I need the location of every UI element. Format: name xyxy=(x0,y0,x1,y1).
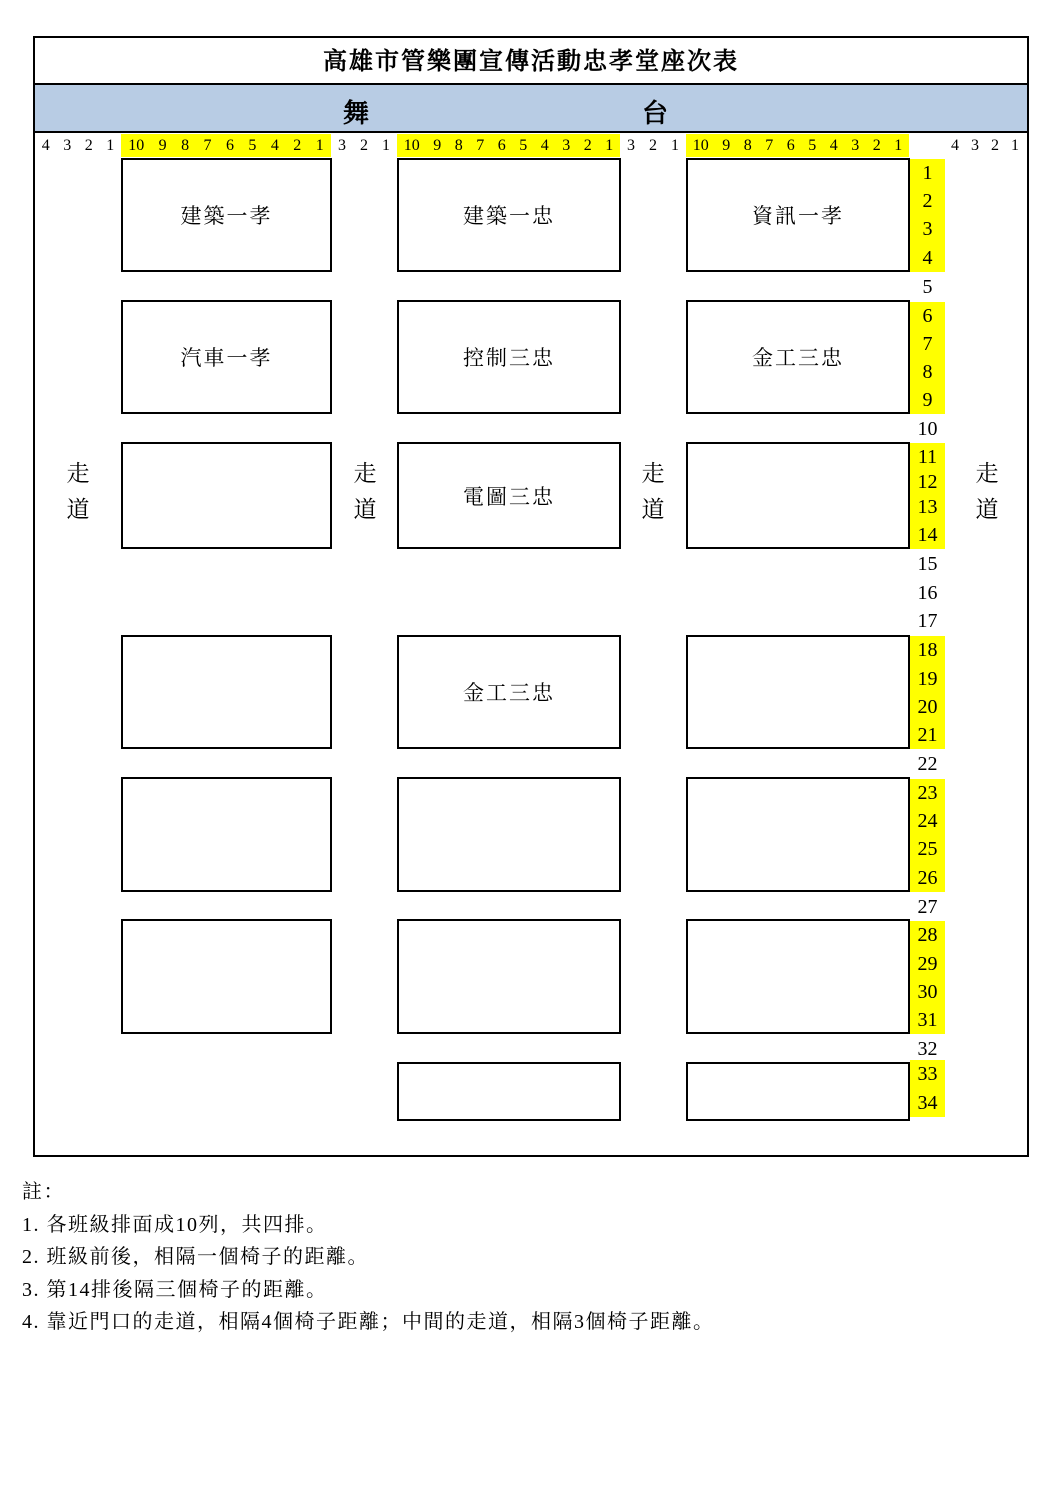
row-number: 1 xyxy=(922,162,933,184)
row-number: 31 xyxy=(917,1009,938,1031)
seat-number: 10 xyxy=(403,136,420,154)
row-number: 12 xyxy=(917,471,938,493)
row-number: 34 xyxy=(917,1092,938,1114)
class-block: 建築一忠 xyxy=(397,158,621,272)
row-number: 8 xyxy=(922,361,933,383)
aisle-char: 走 xyxy=(66,461,90,486)
row-number: 27 xyxy=(917,896,938,918)
seat-number: 5 xyxy=(519,136,528,154)
seat-number: 8 xyxy=(454,136,463,154)
seat-number: 4 xyxy=(829,136,838,154)
seat-number-group xyxy=(620,134,686,157)
stage-label-2: 台 xyxy=(642,99,669,128)
class-block xyxy=(686,635,910,749)
class-block xyxy=(121,919,332,1034)
class-block xyxy=(397,777,621,892)
seat-number: 4 xyxy=(951,136,959,154)
row-number: 13 xyxy=(917,496,938,518)
notes-heading: 註： xyxy=(22,1181,65,1203)
seat-number: 9 xyxy=(433,136,442,154)
row-number: 18 xyxy=(917,639,938,661)
page-title: 高雄市管樂團宣傳活動忠孝堂座次表 xyxy=(35,38,1027,85)
class-block: 汽車一孝 xyxy=(121,300,332,414)
stage-bar xyxy=(35,85,1027,133)
seat-number: 2 xyxy=(872,136,881,154)
class-block: 建築一孝 xyxy=(121,158,332,272)
class-block xyxy=(121,777,332,892)
row-number: 3 xyxy=(922,218,933,240)
aisle-label xyxy=(972,456,1002,528)
seat-number: 2 xyxy=(583,136,592,154)
seat-number: 2 xyxy=(84,136,93,154)
seat-number: 1 xyxy=(671,136,679,154)
class-block: 金工三忠 xyxy=(397,635,621,749)
class-block xyxy=(686,777,910,892)
row-number: 4 xyxy=(922,247,933,269)
seat-number: 3 xyxy=(627,136,635,154)
seat-number: 2 xyxy=(649,136,657,154)
class-block xyxy=(686,919,910,1034)
row-number: 20 xyxy=(917,696,938,718)
class-block xyxy=(121,635,332,749)
class-block: 電圖三忠 xyxy=(397,442,621,549)
class-block xyxy=(397,919,621,1034)
seat-number: 3 xyxy=(63,136,72,154)
seat-number: 1 xyxy=(1011,136,1019,154)
seat-number: 3 xyxy=(338,136,346,154)
seat-number-group xyxy=(121,134,331,157)
row-number: 15 xyxy=(917,553,938,575)
aisle-char: 道 xyxy=(975,497,999,522)
seat-number: 2 xyxy=(991,136,999,154)
aisle-label xyxy=(63,456,93,528)
aisle-char: 道 xyxy=(353,497,377,522)
class-block: 控制三忠 xyxy=(397,300,621,414)
class-block xyxy=(397,1062,621,1121)
seat-number-group xyxy=(397,134,620,157)
class-block xyxy=(686,442,910,549)
aisle-char: 走 xyxy=(975,461,999,486)
stage-label-1: 舞 xyxy=(343,99,370,128)
seat-number: 4 xyxy=(540,136,549,154)
seat-number: 1 xyxy=(315,136,324,154)
row-number: 21 xyxy=(917,724,938,746)
seat-number: 8 xyxy=(743,136,752,154)
seat-number: 2 xyxy=(293,136,302,154)
row-number: 16 xyxy=(917,582,938,604)
notes xyxy=(22,1176,715,1339)
note-item: 4. 靠近門口的走道，相隔4個椅子距離；中間的走道，相隔3個椅子距離。 xyxy=(22,1311,715,1333)
row-number: 2 xyxy=(922,190,933,212)
row-number: 32 xyxy=(917,1038,938,1060)
seat-number: 6 xyxy=(497,136,506,154)
seat-number: 7 xyxy=(765,136,774,154)
class-block: 金工三忠 xyxy=(686,300,910,414)
row-number: 10 xyxy=(917,418,938,440)
row-number: 9 xyxy=(922,389,933,411)
seat-number-group xyxy=(686,134,909,157)
row-number: 28 xyxy=(917,924,938,946)
seat-number: 3 xyxy=(562,136,571,154)
seat-number: 5 xyxy=(248,136,257,154)
seat-number-group xyxy=(35,134,121,157)
seat-number: 7 xyxy=(476,136,485,154)
row-number: 26 xyxy=(917,867,938,889)
row-number: 19 xyxy=(917,668,938,690)
row-number: 25 xyxy=(917,838,938,860)
seat-number: 10 xyxy=(128,136,145,154)
seat-number: 6 xyxy=(225,136,234,154)
class-block xyxy=(686,1062,910,1121)
seat-number: 1 xyxy=(106,136,115,154)
aisle-char: 走 xyxy=(353,461,377,486)
class-block xyxy=(121,442,332,549)
aisle-char: 道 xyxy=(641,497,665,522)
seat-number: 1 xyxy=(382,136,390,154)
seat-number: 5 xyxy=(808,136,817,154)
aisle-char: 走 xyxy=(641,461,665,486)
seat-number: 4 xyxy=(41,136,50,154)
seat-number: 8 xyxy=(181,136,190,154)
row-number: 23 xyxy=(917,782,938,804)
row-number: 7 xyxy=(922,333,933,355)
row-number: 33 xyxy=(917,1063,938,1085)
row-number: 6 xyxy=(922,305,933,327)
seat-number: 9 xyxy=(158,136,167,154)
seat-number: 2 xyxy=(360,136,368,154)
aisle-label xyxy=(350,456,380,528)
row-number: 11 xyxy=(917,446,938,468)
note-item: 1. 各班級排面成10列，共四排。 xyxy=(22,1213,328,1236)
seat-number: 3 xyxy=(971,136,979,154)
row-number: 14 xyxy=(917,524,938,546)
note-item: 2. 班級前後，相隔一個椅子的距離。 xyxy=(22,1246,369,1268)
seat-number: 9 xyxy=(722,136,731,154)
aisle-label xyxy=(638,456,668,528)
aisle-char: 道 xyxy=(66,497,90,522)
row-number: 5 xyxy=(922,276,933,298)
seat-number: 1 xyxy=(894,136,903,154)
note-item: 3. 第14排後隔三個椅子的距離。 xyxy=(22,1278,328,1301)
seat-number: 7 xyxy=(203,136,212,154)
seat-number: 6 xyxy=(786,136,795,154)
seat-number: 10 xyxy=(692,136,709,154)
seat-number-group xyxy=(331,134,397,157)
seat-number-group xyxy=(945,134,1025,157)
row-number: 22 xyxy=(917,753,938,775)
row-number: 30 xyxy=(917,981,938,1003)
class-block: 資訊一孝 xyxy=(686,158,910,272)
seat-number: 1 xyxy=(605,136,614,154)
seat-number: 3 xyxy=(851,136,860,154)
row-number: 29 xyxy=(917,953,938,975)
seat-number: 4 xyxy=(270,136,279,154)
row-number: 24 xyxy=(917,810,938,832)
row-number: 17 xyxy=(917,610,938,632)
